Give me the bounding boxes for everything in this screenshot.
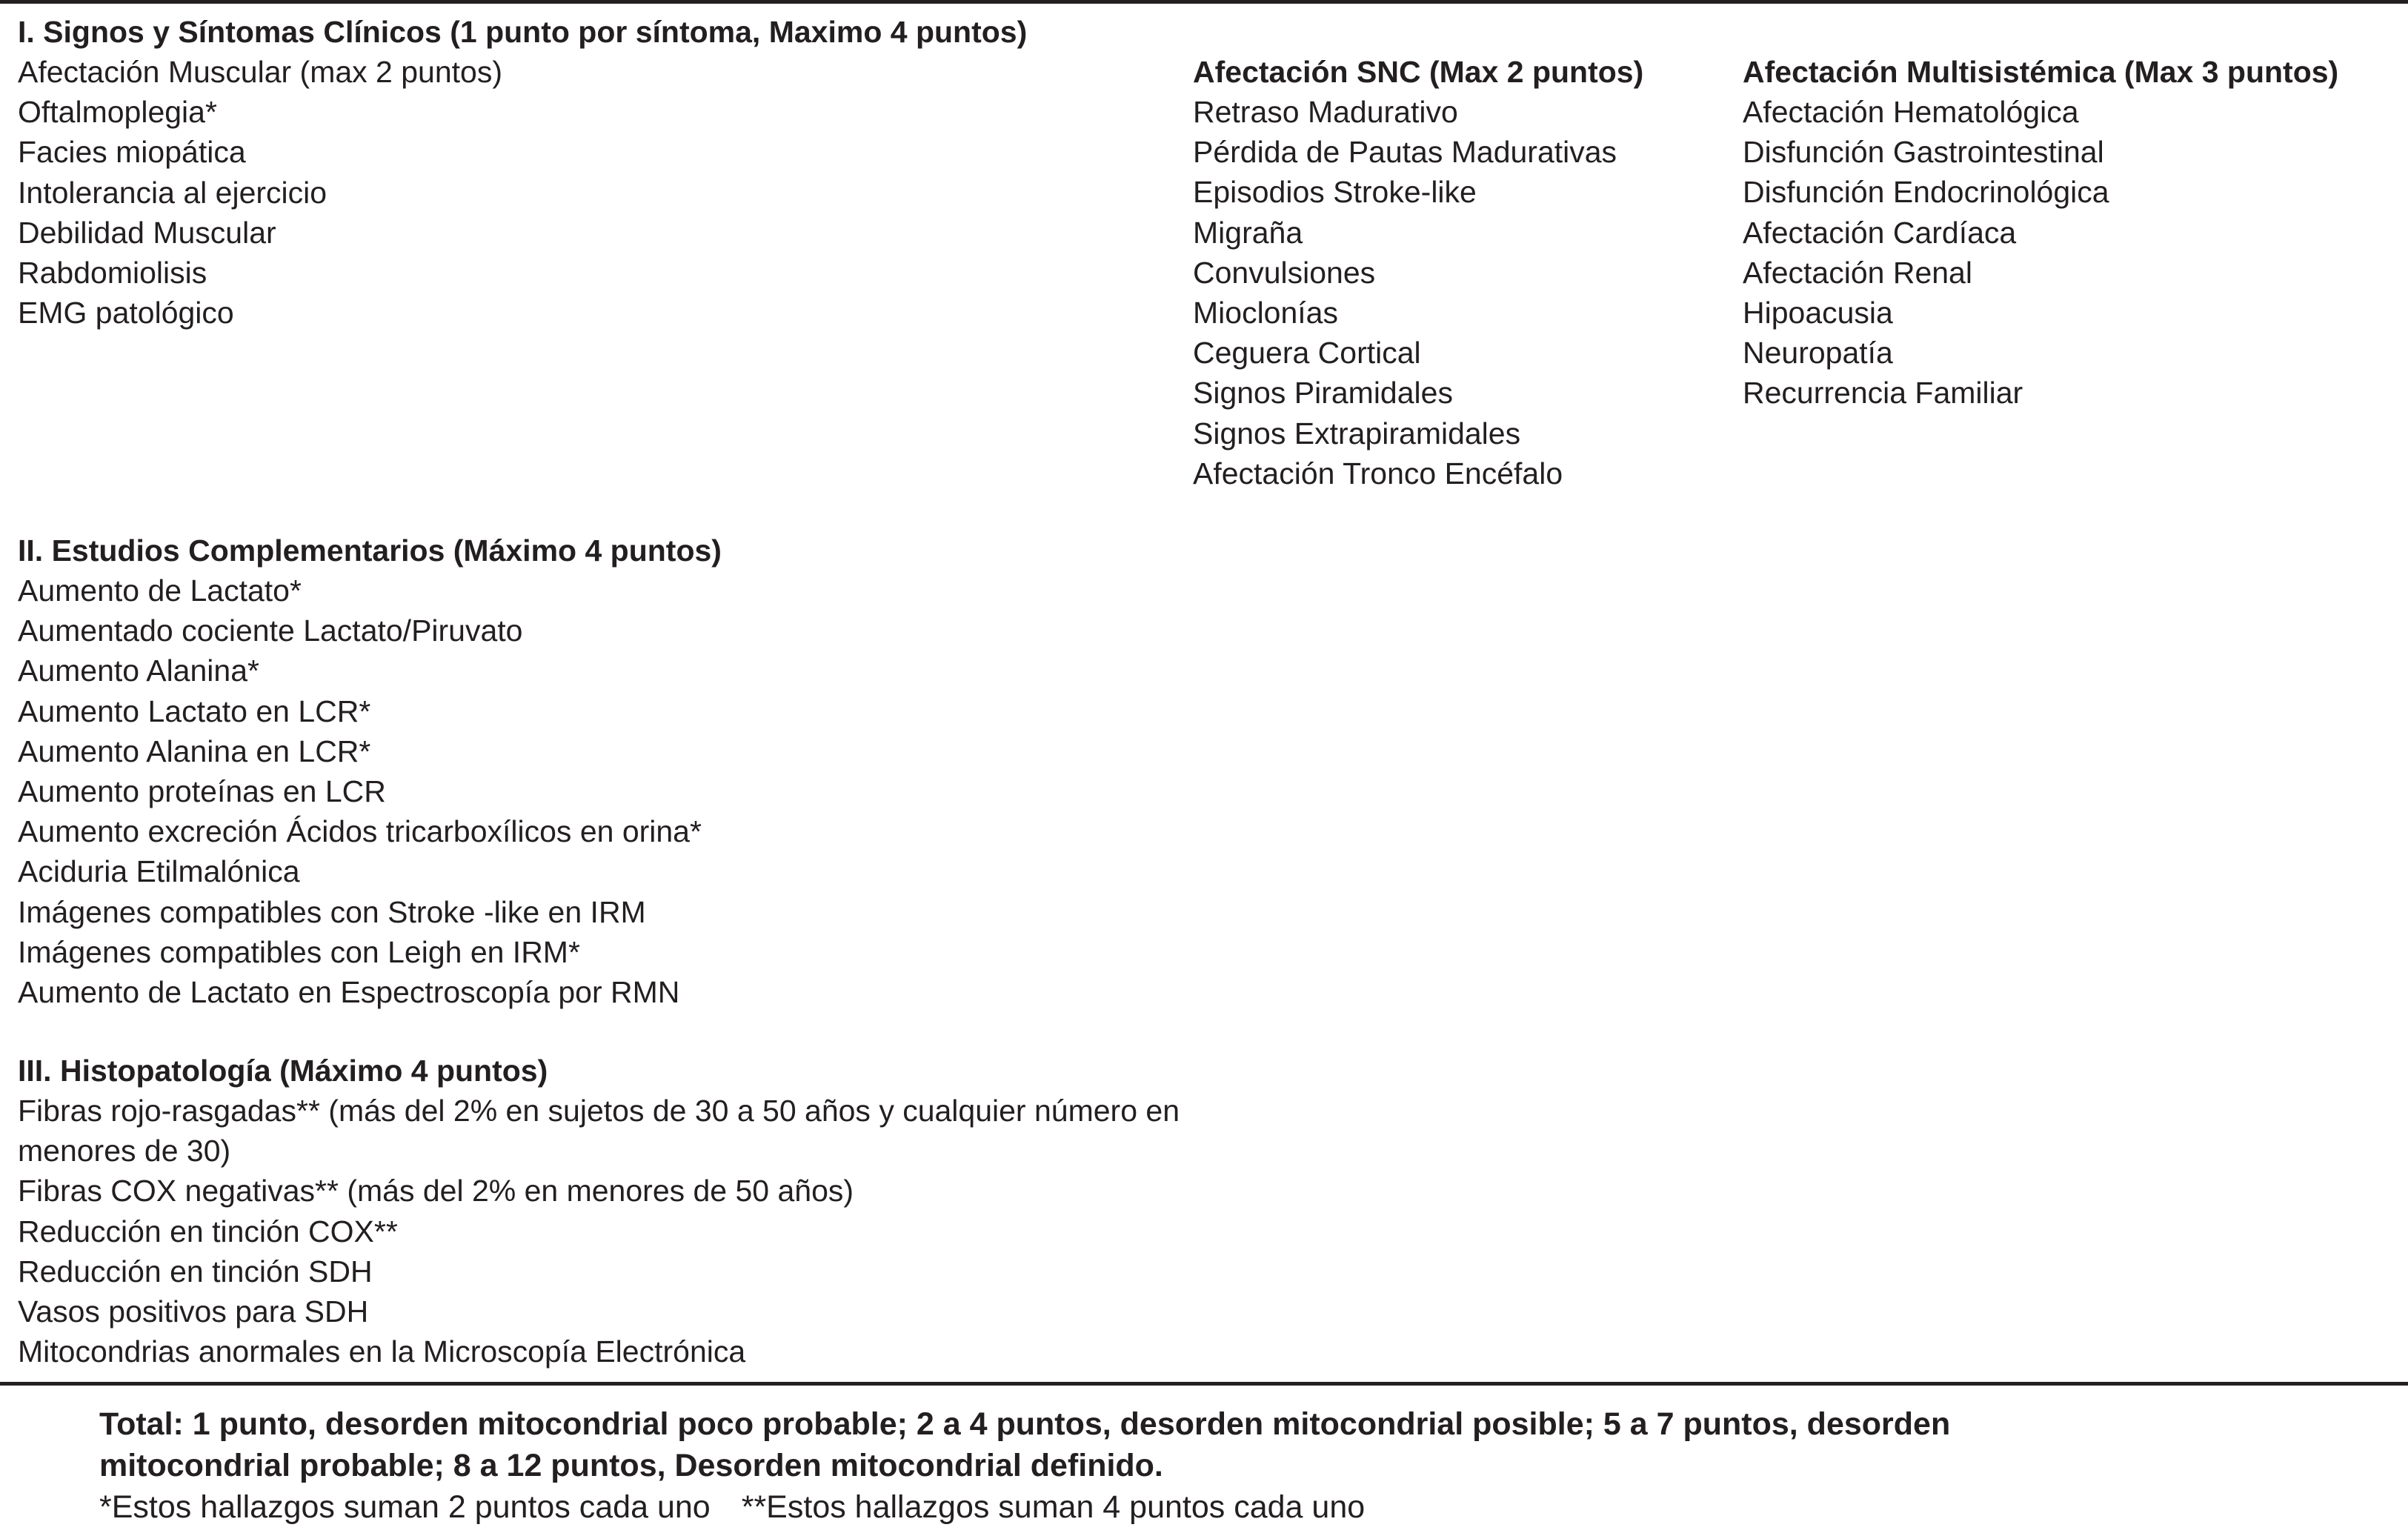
list-item: Afectación Tronco Encéfalo <box>1193 456 1563 491</box>
footnote-2-points: *Estos hallazgos suman 2 puntos cada uno <box>99 1489 711 1525</box>
total-line-2: mitocondrial probable; 8 a 12 puntos, Desorden mitocondrial definido. <box>99 1448 1163 1483</box>
list-item: Vasos positivos para SDH <box>18 1294 369 1329</box>
list-item: Imágenes compatibles con Leigh en IRM* <box>18 934 580 969</box>
list-item: Hipoacusia <box>1743 296 1893 330</box>
list-item: Oftalmoplegia* <box>18 95 217 130</box>
list-item: Neuropatía <box>1743 336 1893 370</box>
section2-list <box>18 571 702 1012</box>
list-item: EMG patológico <box>18 296 234 330</box>
list-item: Facies miopática <box>18 135 246 170</box>
list-item: Recurrencia Familiar <box>1743 376 2023 410</box>
list-item: Retraso Madurativo <box>1193 95 1458 129</box>
section1-col2-title: Afectación SNC (Max 2 puntos) <box>1193 55 1644 89</box>
list-item: Mioclonías <box>1193 296 1338 330</box>
top-rule <box>0 0 2408 4</box>
section2-title: II. Estudios Complementarios (Máximo 4 puntos) <box>18 533 722 568</box>
section1-col1-list <box>18 52 502 333</box>
list-item: Aumento de Lactato en Espectroscopía por RMN <box>18 975 680 1010</box>
list-item: Aumentado cociente Lactato/Piruvato <box>18 613 523 648</box>
list-item: Debilidad Muscular <box>18 215 276 250</box>
list-item: Signos Extrapiramidales <box>1193 416 1521 450</box>
total-line-1: Total: 1 punto, desorden mitocondrial poco probable; 2 a 4 puntos, desorden mitocondrial posible; 5 a 7 puntos, desorden <box>99 1406 1951 1442</box>
section3-title: III. Histopatología (Máximo 4 puntos) <box>18 1054 548 1088</box>
list-item: Aumento proteínas en LCR <box>18 774 386 809</box>
section1-title: I. Signos y Síntomas Clínicos (1 punto por síntoma, Maximo 4 puntos) <box>18 15 1028 49</box>
list-item: Aumento Alanina* <box>18 654 259 688</box>
list-item: Imágenes compatibles con Stroke -like en IRM <box>18 894 646 929</box>
list-item: Disfunción Endocrinológica <box>1743 175 2109 210</box>
list-item: Convulsiones <box>1193 255 1376 290</box>
list-item: Pérdida de Pautas Madurativas <box>1193 135 1617 170</box>
list-item: Signos Piramidales <box>1193 376 1453 410</box>
section1-col2-list <box>1193 92 1617 493</box>
list-item: Episodios Stroke-like <box>1193 175 1477 210</box>
section1-col3-title: Afectación Multisistémica (Max 3 puntos) <box>1743 55 2339 89</box>
list-item: Afectación Hematológica <box>1743 95 2079 129</box>
list-item: Rabdomiolisis <box>18 256 207 290</box>
list-item: Afectación Cardíaca <box>1743 215 2017 250</box>
footer <box>99 1403 1950 1528</box>
list-item: Ceguera Cortical <box>1193 336 1421 370</box>
list-item: Aumento de Lactato* <box>18 573 302 608</box>
list-item: Afectación Renal <box>1743 255 1972 290</box>
section1-col3-list <box>1743 92 2109 413</box>
list-item: Disfunción Gastrointestinal <box>1743 135 2104 170</box>
list-item: Mitocondrias anormales en la Microscopía Electrónica <box>18 1334 746 1369</box>
list-item: Aumento Alanina en LCR* <box>18 734 371 768</box>
footer-rule <box>0 1382 2408 1386</box>
list-item: Migraña <box>1193 215 1303 250</box>
list-item: Aumento excreción Ácidos tricarboxílicos en orina* <box>18 814 702 849</box>
list-item: Reducción en tinción SDH <box>18 1254 373 1288</box>
list-item: Reducción en tinción COX** <box>18 1214 398 1248</box>
list-item: Fibras rojo-rasgadas** (más del 2% en sujetos de 30 a 50 años y cualquier número en <box>18 1094 1180 1128</box>
list-item: Aciduria Etilmalónica <box>18 854 300 889</box>
footnote-4-points: **Estos hallazgos suman 4 puntos cada uno <box>741 1489 1366 1525</box>
list-item: Aumento Lactato en LCR* <box>18 694 371 728</box>
list-item: Afectación Muscular (max 2 puntos) <box>18 55 502 89</box>
section3-list <box>18 1091 1180 1371</box>
list-item: menores de 30) <box>18 1134 231 1168</box>
list-item: Fibras COX negativas** (más del 2% en menores de 50 años) <box>18 1174 854 1208</box>
list-item: Intolerancia al ejercicio <box>18 175 327 210</box>
